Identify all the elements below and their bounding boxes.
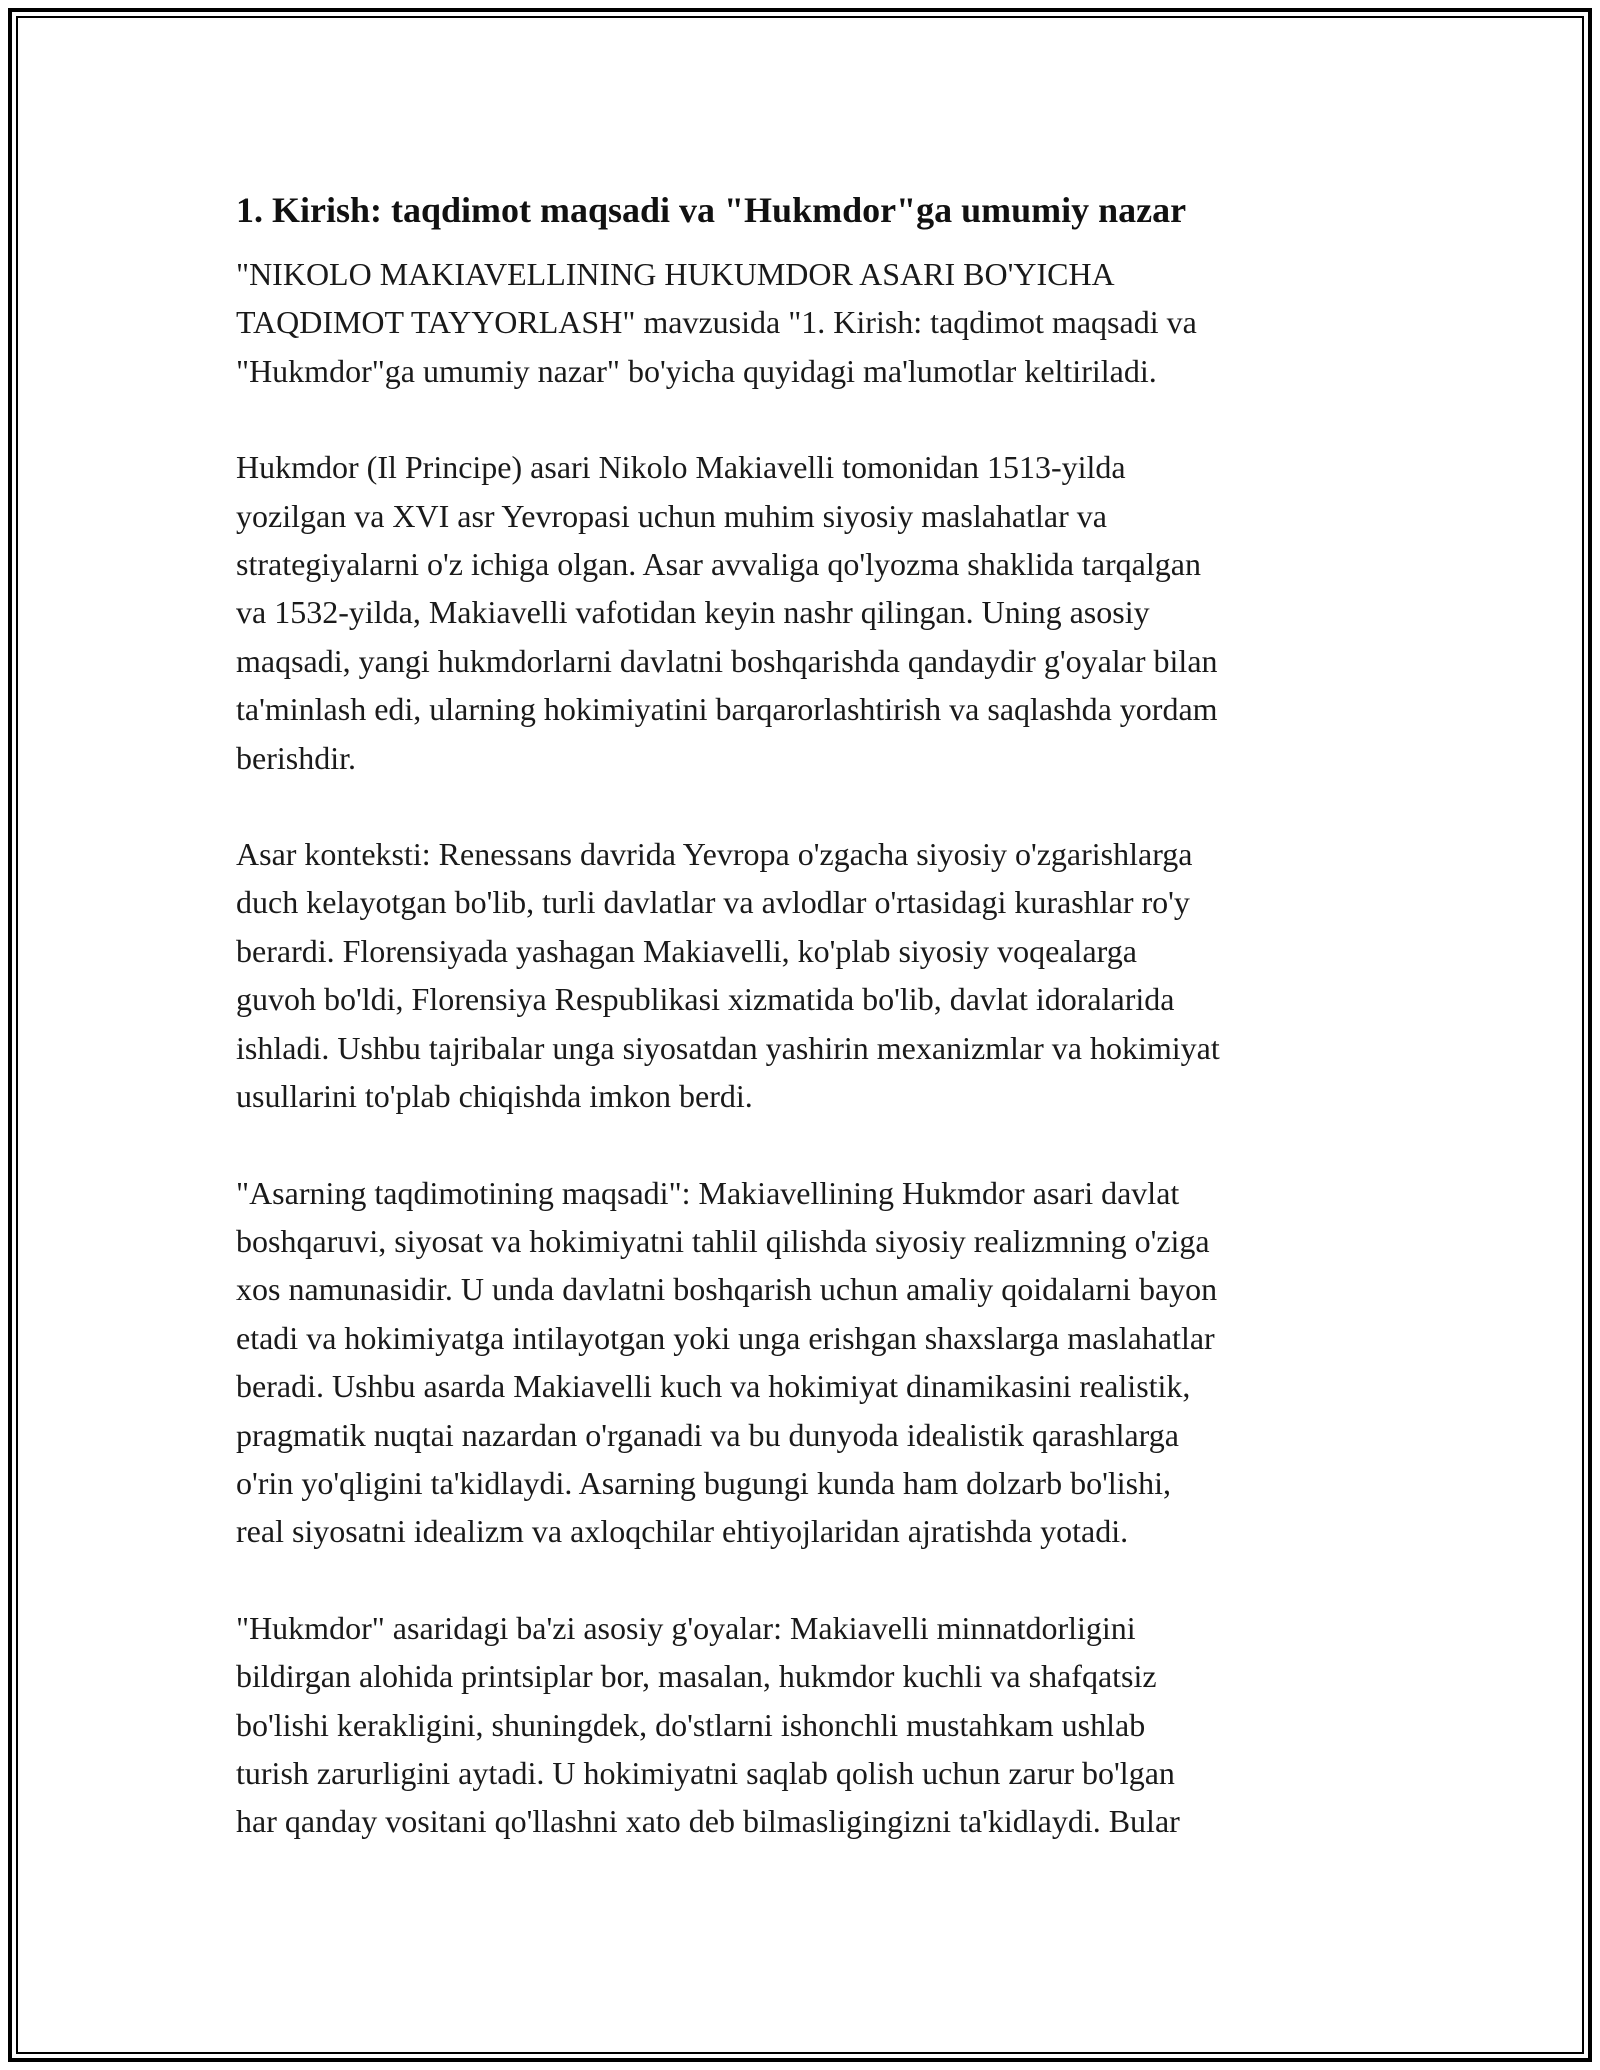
paragraph-intro: "NIKOLO MAKIAVELLINING HUKUMDOR ASARI BO'YICHA TAQDIMOT TAYYORLASH" mavzusida "1. Kirish: taqdimot maqsadi va "Hukmdor"ga umumiy nazar" bo'yicha quyidagi ma'lumotlar keltiriladi. bbox=[236, 256, 1197, 389]
paragraph-context: Asar konteksti: Renessans davrida Yevropa o'zgacha siyosiy o'zgarishlarga duch kelayotgan bo'lib, turli davlatlar va avlodlar o'rtasidagi kurashlar ro'y berardi. Florensiyada yashagan Makiavelli, ko'plab siyosiy voqealarga guvoh bo'ldi, Florensiya Respublikasi xizmatida bo'lib, davlat idoralarida ishladi. Ushbu tajribalar unga siyosatdan yashirin mexanizmlar va hokimiyat usullarini to'plab chiqishda imkon berdi. bbox=[236, 836, 1220, 1115]
document-body bbox=[236, 186, 1366, 1894]
paragraph-purpose: "Asarning taqdimotining maqsadi": Makiavellining Hukmdor asari davlat boshqaruvi, siyosat va hokimiyatni tahlil qilishda siyosiy realizmning o'ziga xos namunasidir. U unda davlatni boshqarish uchun amaliy qoidalarni bayon etadi va hokimiyatga intilayotgan yoki unga erishgan shaxslarga maslahatlar beradi. Ushbu asarda Makiavelli kuch va hokimiyat dinamikasini realistik, pragmatik nuqtai nazardan o'rganadi va bu dunyoda idealistik qarashlarga o'rin yo'qligini ta'kidlaydi. Asarning bugungi kunda ham dolzarb bo'lishi, real siyosatni idealizm va axloqchilar ehtiyojlaridan ajratishda yotadi. bbox=[236, 1174, 1218, 1550]
paragraph-key-ideas: "Hukmdor" asaridagi ba'zi asosiy g'oyalar: Makiavelli minnatdorligini bildirgan alohida printsiplar bor, masalan, hukmdor kuchli va shafqatsiz bo'lishi kerakligini, shuningdek, do'stlarni ishonchli mustahkam ushlab turish zarurligini aytadi. U hokimiyatni saqlab qolish uchun zarur bo'lgan har qanday vositani qo'llashni xato deb bilmasligingizni ta'kidlaydi. Bular bbox=[236, 1609, 1180, 1840]
paragraph-overview: Hukmdor (Il Principe) asari Nikolo Makiavelli tomonidan 1513-yilda yozilgan va XVI asr Yevropasi uchun muhim siyosiy maslahatlar va strategiyalarni o'z ichiga olgan. Asar avvaliga qo'lyozma shaklida tarqalgan va 1532-yilda, Makiavelli vafotidan keyin nashr qilingan. Uning asosiy maqsadi, yangi hukmdorlarni davlatni boshqarishda qandaydir g'oyalar bilan ta'minlash edi, ularning hokimiyatini barqarorlashtirish va saqlashda yordam berishdir. bbox=[236, 449, 1218, 776]
section-title: 1. Kirish: taqdimot maqsadi va "Hukmdor"ga umumiy nazar bbox=[236, 190, 1187, 230]
